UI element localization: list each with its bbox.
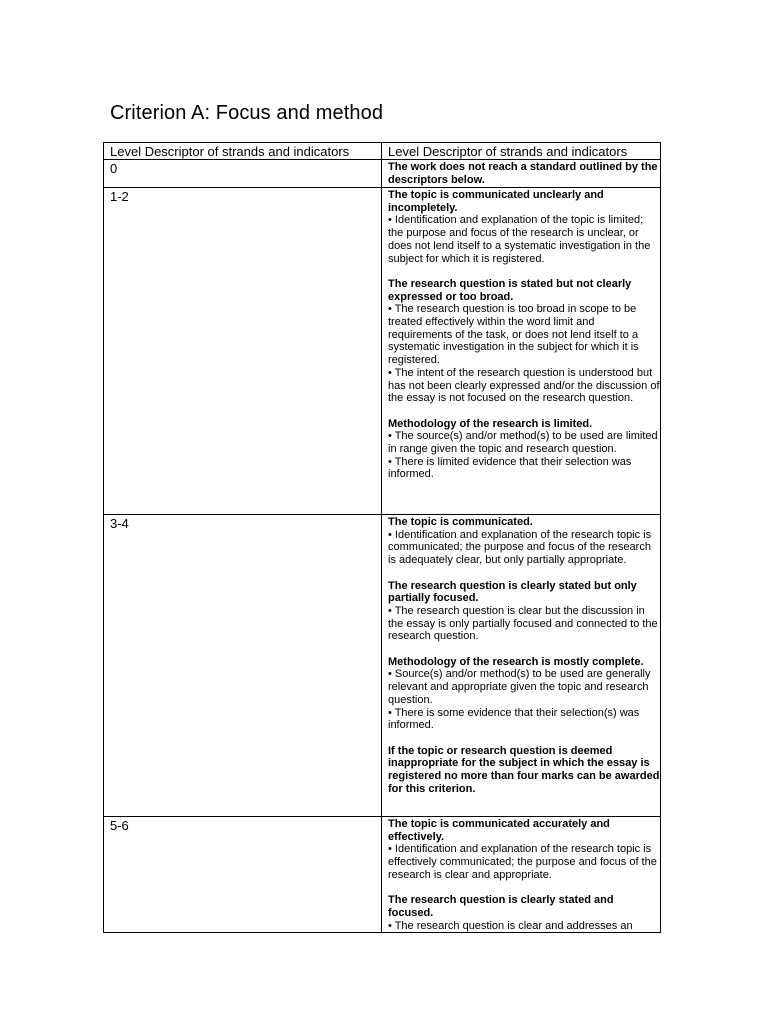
descriptor-heading: The research question is stated but not clearly expressed or too broad. bbox=[388, 277, 632, 303]
descriptor-heading: The topic is communicated accurately and effectively. bbox=[388, 818, 610, 843]
descriptor-heading: The work does not reach a standard outlined by the descriptors below. bbox=[388, 161, 658, 186]
descriptor-block bbox=[388, 418, 660, 482]
descriptor-point: • The intent of the research question is understood but has not been clearly expressed and/or the discussion of the essay is not focused on the research question. bbox=[388, 366, 660, 405]
descriptor-heading: The research question is clearly stated but only partially focused. bbox=[388, 579, 637, 605]
descriptor-block bbox=[388, 745, 660, 796]
column-header-descriptor: Level Descriptor of strands and indicators bbox=[382, 143, 661, 160]
descriptor-point: • Identification and explanation of the research topic is effectively communicated; the purpose and focus of the research is clear and appropriate. bbox=[388, 843, 657, 881]
descriptor-block bbox=[388, 580, 660, 644]
descriptor-point: • The research question is too broad in scope to be treated effectively within the word limit and requirements of the task, or does not lend itself to a systematic investigation in the subject for which it is registered. bbox=[388, 303, 639, 367]
descriptor-point: • Source(s) and/or method(s) to be used are generally relevant and appropriate given the topic and research question. bbox=[388, 668, 651, 706]
descriptor-point: • There is some evidence that their selection(s) was informed. bbox=[388, 706, 640, 732]
descriptor-heading: Methodology of the research is limited. bbox=[388, 417, 593, 430]
descriptor-point: • The research question is clear but the discussion in the essay is only partially focused and connected to the research question. bbox=[388, 604, 658, 643]
descriptor-point: • Identification and explanation of the research topic is communicated; the purpose and focus of the research is adequately clear, but only partially appropriate. bbox=[388, 528, 652, 567]
descriptor-note: If the topic or research question is deemed inappropriate for the subject in which the essay is registered no more than four marks can be awarded for this criterion. bbox=[388, 744, 660, 795]
descriptor-point: • Identification and explanation of the topic is limited; the purpose and focus of the research is unclear, or does not lend itself to a systematic investigation in the subject for which it is registered. bbox=[388, 214, 651, 265]
descriptor-cell bbox=[382, 188, 661, 515]
table-row bbox=[104, 817, 661, 933]
descriptor-block bbox=[388, 818, 660, 882]
descriptor-heading: The research question is clearly stated and focused. bbox=[388, 894, 614, 919]
descriptor-point: • The source(s) and/or method(s) to be used are limited in range given the topic and research question. bbox=[388, 430, 658, 456]
descriptor-cell bbox=[382, 515, 661, 817]
descriptor-heading: The topic is communicated unclearly and incompletely. bbox=[388, 189, 604, 214]
descriptor-cell bbox=[382, 817, 661, 933]
criterion-table bbox=[103, 142, 661, 933]
descriptor-block bbox=[388, 894, 660, 932]
descriptor-cell bbox=[382, 160, 661, 188]
column-header-level: Level Descriptor of strands and indicators bbox=[104, 143, 382, 160]
page-title: Criterion A: Focus and method bbox=[110, 102, 384, 124]
descriptor-block bbox=[388, 516, 660, 567]
level-cell: 5-6 bbox=[104, 817, 382, 933]
descriptor-block bbox=[388, 656, 660, 732]
descriptor-block bbox=[388, 278, 660, 405]
level-cell: 0 bbox=[104, 160, 382, 188]
descriptor-point: • The research question is clear and addresses an bbox=[388, 919, 633, 932]
descriptor-block bbox=[388, 189, 660, 265]
table-header-row bbox=[104, 143, 661, 160]
table-row bbox=[104, 515, 661, 817]
level-cell: 3-4 bbox=[104, 515, 382, 817]
descriptor-point: • There is limited evidence that their selection was informed. bbox=[388, 455, 632, 481]
descriptor-heading: The topic is communicated. bbox=[388, 516, 533, 528]
level-cell: 1-2 bbox=[104, 188, 382, 515]
descriptor-block bbox=[388, 161, 660, 186]
table-row bbox=[104, 160, 661, 188]
descriptor-heading: Methodology of the research is mostly complete. bbox=[388, 655, 644, 668]
table-row bbox=[104, 188, 661, 515]
